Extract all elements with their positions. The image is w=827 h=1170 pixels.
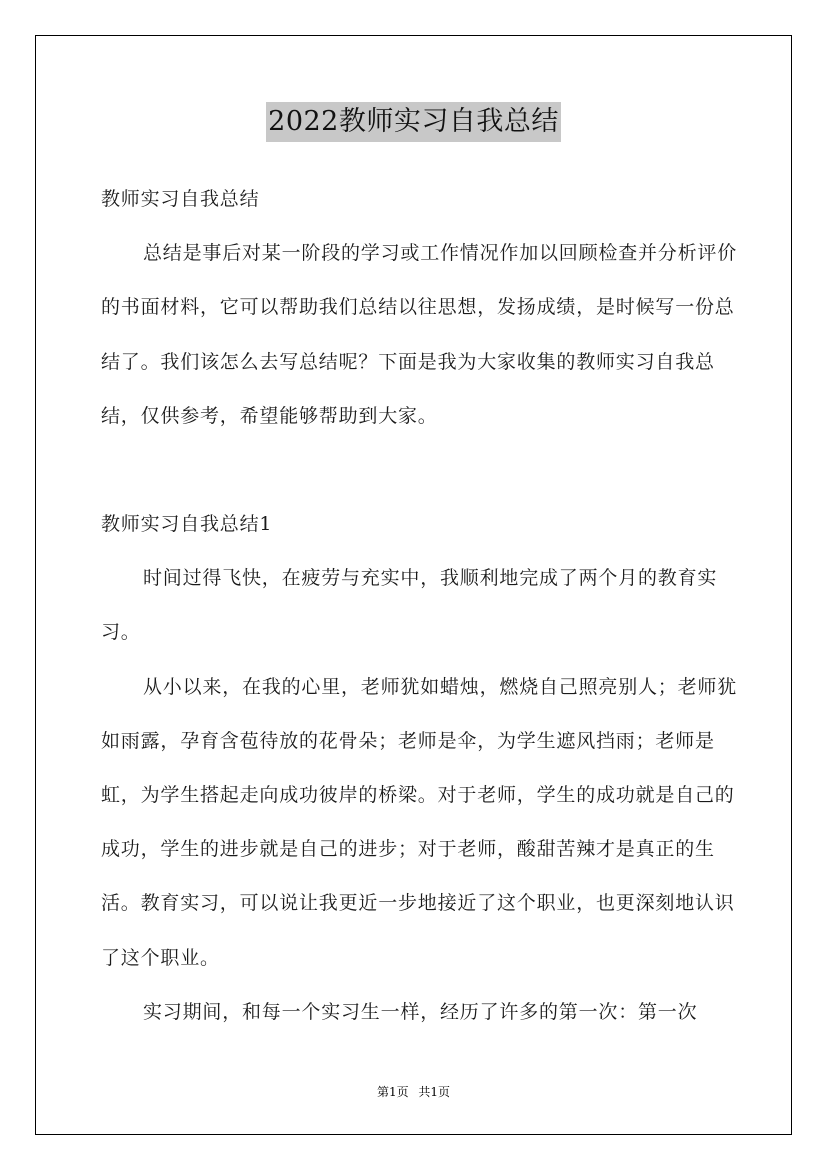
- title-container: [0, 102, 827, 142]
- body-paragraph: 时间过得飞快，在疲劳与充实中，我顺利地完成了两个月的教育实习。: [101, 567, 718, 644]
- body-paragraph: 实习期间，和每一个实习生一样，经历了许多的第一次：第一次: [143, 1000, 698, 1023]
- document-body: [101, 172, 741, 1039]
- body-paragraph: 从小以来，在我的心里，老师犹如蜡烛，燃烧自己照亮别人；老师犹如雨露，孕育含苞待放的花骨朵；老师是伞，为学生遮风挡雨；老师是虹，为学生搭起走向成功彼岸的桥梁。对于老师，学生的成功就是自己的成功，学生的进步就是自己的进步；对于老师，酸甜苦辣才是真正的生活。教育实习，可以说让我更近一步地接近了这个职业，也更深刻地认识了这个职业。: [101, 675, 738, 969]
- total-pages: 共1页: [418, 1085, 451, 1099]
- intro-paragraph: 总结是事后对某一阶段的学习或工作情况作加以回顾检查并分析评价的书面材料，它可以帮助我们总结以往思想，发扬成绩，是时候写一份总结了。我们该怎么去写总结呢？下面是我为大家收集的教师实习自我总结，仅供参考，希望能够帮助到大家。: [101, 242, 738, 427]
- page-number: 第1页: [376, 1085, 409, 1099]
- section-heading: 教师实习自我总结1: [101, 513, 273, 536]
- page-footer: [0, 1083, 827, 1100]
- subtitle: 教师实习自我总结: [101, 188, 260, 210]
- paragraph-gap: [101, 443, 741, 497]
- document-title: 2022教师实习自我总结: [266, 102, 561, 142]
